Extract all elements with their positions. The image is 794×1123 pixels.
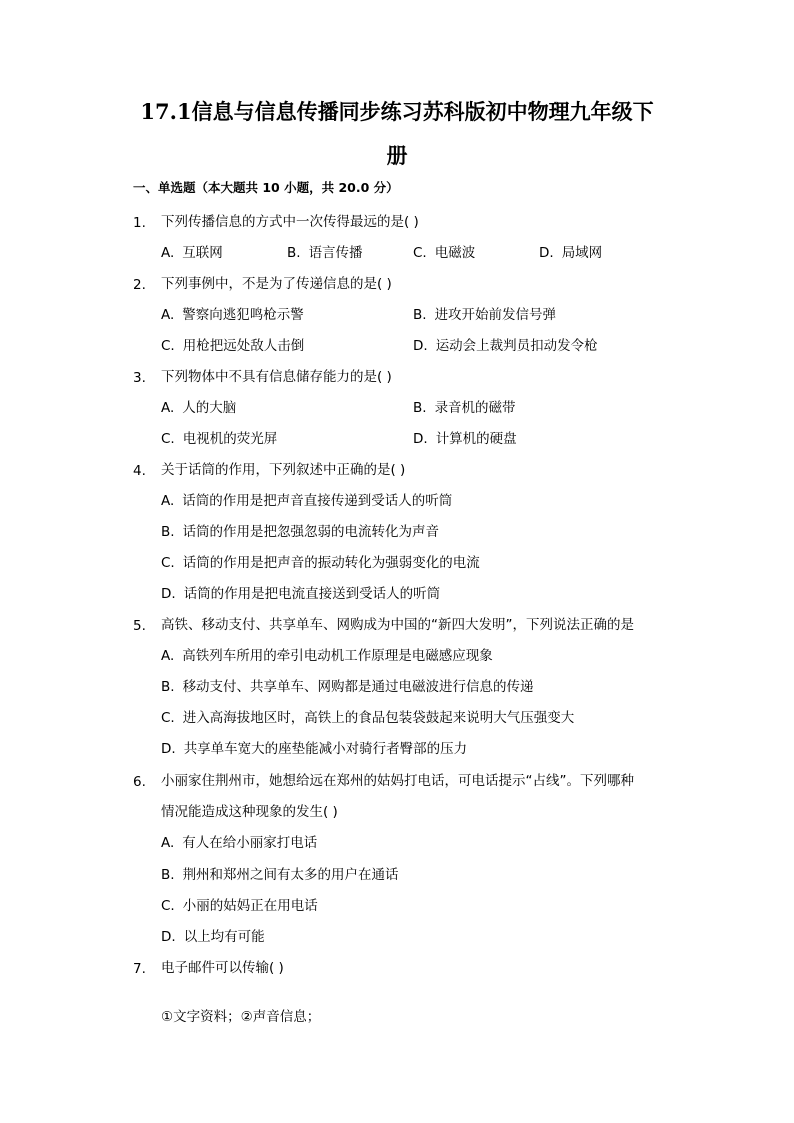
question-2-stem: 下列事例中，不是为了传递信息的是( ) — [161, 276, 392, 292]
question-4-stem: 关于话筒的作用，下列叙述中正确的是( ) — [161, 462, 406, 478]
option-text: 互联网 — [182, 245, 223, 261]
option-text: 话筒的作用是把声音直接传递到受话人的听筒 — [182, 493, 453, 509]
option-text: 移动支付、共享单车、网购都是通过电磁波进行信息的传递 — [182, 679, 534, 695]
option-text: 录音机的磁带 — [434, 400, 516, 416]
option-label: B. — [161, 867, 175, 883]
option-label: B. — [161, 679, 175, 695]
option-label: D. — [539, 245, 554, 261]
option-label: D. — [413, 338, 428, 354]
question-1-option-c — [413, 244, 475, 262]
question-4-option-c — [161, 554, 480, 572]
question-3-option-b — [413, 399, 516, 417]
option-label: B. — [413, 400, 427, 416]
question-2-number: 2. — [133, 277, 146, 293]
question-3-option-c — [161, 430, 277, 448]
question-5-option-b — [161, 678, 534, 696]
option-text: 话筒的作用是把声音的振动转化为强弱变化的电流 — [182, 555, 480, 571]
option-text: 进入高海拔地区时，高铁上的食品包装袋鼓起来说明大气压强变大 — [182, 710, 575, 726]
option-label: C. — [161, 431, 175, 447]
question-6-stem-line-1: 小丽家住荆州市，她想给远在郑州的姑妈打电话，可电话提示“占线”。下列哪种 — [161, 773, 634, 789]
question-4-option-a — [161, 492, 452, 510]
option-label: D. — [161, 929, 176, 945]
option-label: A. — [161, 307, 175, 323]
section-heading: 一、单选题（本大题共 10 小题，共 20.0 分） — [133, 180, 399, 195]
option-label: A. — [161, 835, 175, 851]
question-5-stem: 高铁、移动支付、共享单车、网购成为中国的“新四大发明”，下列说法正确的是 — [161, 617, 634, 633]
question-6-stem-line-2: 情况能造成这种现象的发生( ) — [161, 804, 338, 820]
option-text: 运动会上裁判员扣动发令枪 — [435, 338, 598, 354]
question-5-option-a — [161, 647, 493, 665]
option-label: A. — [161, 400, 175, 416]
option-label: D. — [413, 431, 428, 447]
option-label: B. — [287, 245, 301, 261]
question-1-number: 1. — [133, 215, 146, 231]
option-text: 电视机的荧光屏 — [182, 431, 278, 447]
question-2-option-a — [161, 306, 304, 324]
option-label: C. — [161, 338, 175, 354]
option-text: 局域网 — [561, 245, 603, 261]
option-label: C. — [161, 555, 175, 571]
option-text: 警察向逃犯鸣枪示警 — [182, 307, 304, 323]
option-text: 高铁列车所用的牵引电动机工作原理是电磁感应现象 — [182, 648, 493, 664]
option-label: C. — [413, 245, 427, 261]
option-text: 共享单车宽大的座垫能减小对骑行者臀部的压力 — [183, 741, 468, 757]
document-title-line-1: 17.1信息与信息传播同步练习苏科版初中物理九年级下 — [140, 99, 654, 124]
question-5-option-d — [161, 740, 467, 758]
option-text: 有人在给小丽家打电话 — [182, 835, 318, 851]
option-text: 进攻开始前发信号弹 — [434, 307, 557, 323]
question-5-number: 5. — [133, 618, 146, 634]
question-7-items: ①文字资料；②声音信息； — [161, 1009, 321, 1025]
question-6-option-d — [161, 928, 265, 946]
question-3-option-d — [413, 430, 517, 448]
question-3-stem: 下列物体中不具有信息储存能力的是( ) — [161, 369, 392, 385]
option-text: 荆州和郑州之间有太多的用户在通话 — [182, 867, 399, 883]
question-7-stem: 电子邮件可以传输( ) — [161, 960, 284, 976]
question-6-option-c — [161, 897, 318, 915]
option-label: C. — [161, 710, 175, 726]
option-label: C. — [161, 898, 175, 914]
option-text: 以上均有可能 — [183, 929, 265, 945]
option-text: 用枪把远处敌人击倒 — [182, 338, 305, 354]
option-text: 计算机的硬盘 — [435, 431, 517, 447]
question-2-option-c — [161, 337, 304, 355]
question-2-option-d — [413, 337, 598, 355]
option-label: D. — [161, 586, 176, 602]
option-text: 电磁波 — [434, 245, 476, 261]
question-7-number: 7. — [133, 961, 146, 977]
question-6-number: 6. — [133, 774, 146, 790]
question-3-number: 3. — [133, 370, 146, 386]
option-text: 话筒的作用是把电流直接送到受话人的听筒 — [183, 586, 441, 602]
option-label: D. — [161, 741, 176, 757]
question-4-option-d — [161, 585, 440, 603]
option-text: 语言传播 — [308, 245, 363, 261]
question-1-option-a — [161, 244, 223, 262]
question-4-number: 4. — [133, 463, 146, 479]
option-label: B. — [161, 524, 175, 540]
question-1-stem: 下列传播信息的方式中一次传得最远的是( ) — [161, 214, 419, 230]
question-5-option-c — [161, 709, 574, 727]
option-label: B. — [413, 307, 427, 323]
question-4-option-b — [161, 523, 439, 541]
option-text: 话筒的作用是把忽强忽弱的电流转化为声音 — [182, 524, 440, 540]
option-text: 小丽的姑妈正在用电话 — [182, 898, 318, 914]
question-1-option-d — [539, 244, 602, 262]
option-label: A. — [161, 493, 175, 509]
question-6-option-a — [161, 834, 317, 852]
option-label: A. — [161, 245, 175, 261]
question-2-option-b — [413, 306, 556, 324]
option-text: 人的大脑 — [182, 400, 237, 416]
question-1-option-b — [287, 244, 363, 262]
question-6-option-b — [161, 866, 399, 884]
question-3-option-a — [161, 399, 236, 417]
option-label: A. — [161, 648, 175, 664]
document-title-line-2: 册 — [386, 143, 408, 168]
